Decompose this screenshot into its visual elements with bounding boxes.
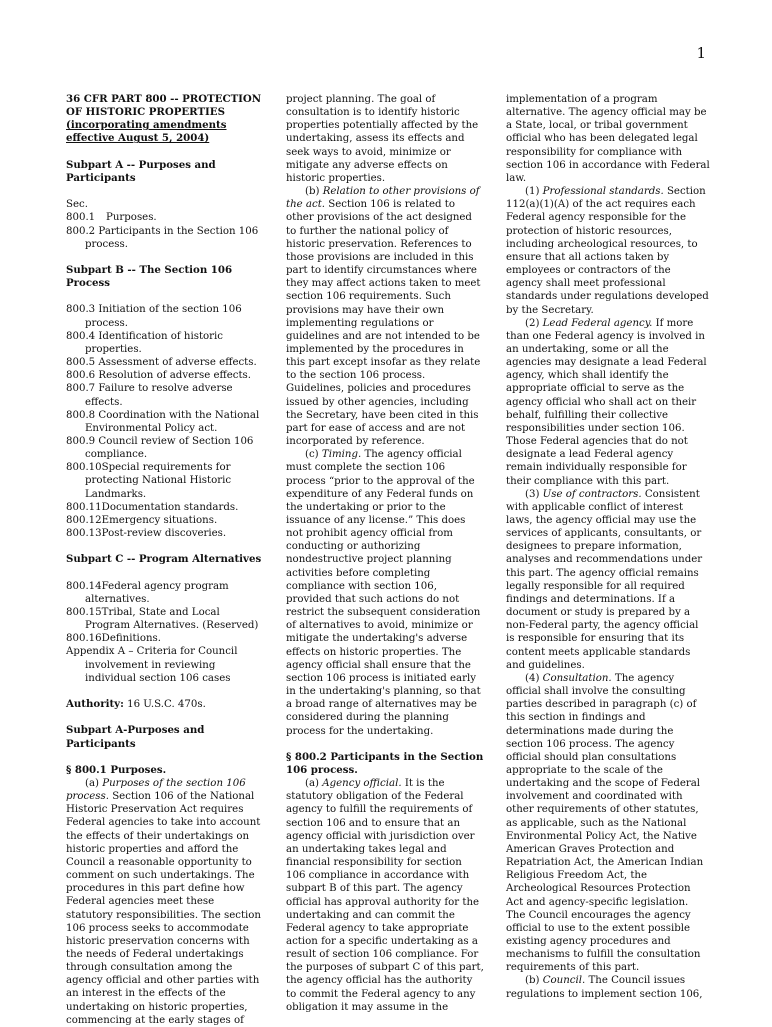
toc-item: 800.8 Coordination with the National Environmental Policy act. [66, 409, 260, 434]
section-800-2-a3: (3) Use of contractors. Consistent with applicable conflict of interest laws, the agency official may use the services of applicants, consultants, or designees to prepare information, analyses and recommendations under this part. The agency official remains legally responsible for all required findings and determinations. If a document or study is prepared by a non-Federal party, the agency official is responsible for ensuring that its content meets applicable standards and guidelines. [506, 488, 703, 671]
toc-item: 800.11Documentation standards. [66, 501, 239, 513]
section-800-2-b: (b) Council. The Council issues regulations to implement section 106, [506, 975, 703, 1000]
subpart-c-items [66, 580, 264, 646]
toc-item: 800.6 Resolution of adverse effects. [66, 370, 252, 382]
toc-item: 800.9 Council review of Section 106 compliance. [66, 436, 254, 461]
toc-item: 800.16Definitions. [66, 633, 161, 645]
subpart-c-heading: Subpart C -- Program Alternatives [66, 553, 262, 566]
page-number: 1 [696, 44, 706, 62]
document-title [66, 93, 264, 146]
section-800-2-a-cont: implementation of a program alternative. The agency official may be a State, local, or tribal government official who has been delegated legal responsibility for compliance with section 106 in accordance with Federal law. [506, 94, 710, 184]
toc-item: 800.4 Identification of historic properties. [66, 330, 224, 355]
toc-item: 800.13Post-review discoveries. [66, 528, 227, 540]
appendix-a: Appendix A – Criteria for Council involvement in reviewing individual section 106 cases [66, 646, 238, 684]
section-800-2-a4: (4) Consultation. The agency official shall involve the consulting parties described in paragraph (c) of this section in findings and determinations made during the section 106 process. The agency official should plan consultations appropriate to the scale of the undertaking and the scope of Federal involvement and coordinated with other requirements of other statutes, as applicable, such as the National Environmental Policy Act, the Native American Graves Protection and Repatriation Act, the American Indian Religious Freedom Act, the Archeological Resources Protection Act and agency-specific legislation. The Council encourages the agency official to use to the extent possible existing agency procedures and mechanisms to fulfill the consultation requirements of this part. [506, 672, 704, 974]
column-2 [286, 93, 484, 1014]
column-1 [66, 93, 264, 1027]
toc-item: 800.2 Participants in the Section 106 process. [66, 225, 259, 250]
sec-label: Sec. [66, 199, 88, 211]
title-main: 36 CFR PART 800 -- PROTECTION OF HISTORIC PROPERTIES [66, 93, 262, 119]
subpart-a-body-heading: Subpart A-Purposes and Participants [66, 724, 205, 750]
toc-item: 800.7 Failure to resolve adverse effects. [66, 383, 233, 408]
toc-item: 800.15Tribal, State and Local Program Alternatives. (Reserved) [66, 607, 259, 632]
section-800-1-b: (b) Relation to other provisions of the act. Section 106 is related to other provisions of the act designed to further the national policy of historic preservation. References to those provisions are included in this part to identify circumstances where they may affect actions taken to meet section 106 requirements. Such provisions may have their own implementing regulations or guidelines and are not intended to be implemented by the procedures in this part except insofar as they relate to the section 106 process. Guidelines, policies and procedures issued by other agencies, including the Secretary, have been cited in this part for ease of access and are not incorporated by reference. [286, 186, 481, 448]
section-800-2-a1: (1) Professional standards. Section 112(a)(1)(A) of the act requires each Federal agency responsible for the protection of historic resources, including archeological resources, to ensure that all actions taken by employees or contractors of the agency shall meet professional standards under regulations developed by the Secretary. [506, 186, 709, 316]
toc-item: 800.3 Initiation of the section 106 process. [66, 304, 242, 329]
subpart-a-heading: Subpart A -- Purposes and Participants [66, 158, 216, 184]
toc-item: 800.10Special requirements for protecting National Historic Landmarks. [66, 462, 232, 500]
toc-item: 800.12Emergency situations. [66, 514, 218, 526]
subpart-a-toc [66, 211, 264, 250]
authority: Authority: 16 U.S.C. 470s. [66, 698, 206, 711]
toc-item: 800.5 Assessment of adverse effects. [66, 357, 257, 369]
column-3 [506, 93, 710, 1001]
section-800-2-heading: § 800.2 Participants in the Section 106 process. [286, 750, 484, 776]
section-800-1-c: (c) Timing. The agency official must complete the section 106 process “prior to the approval of the expenditure of any Federal funds on the undertaking or prior to the issuance of any license.” This does not prohibit agency official from conducting or authorizing nondestructive project planning activities before completing compliance with section 106, provided that such actions do not restrict the subsequent consideration of alternatives to avoid, minimize or mitigate the undertaking's adverse effects on historic properties. The agency official shall ensure that the section 106 process is initiated early in the undertaking's planning, so that a broad range of alternatives may be considered during the planning process for the undertaking. [286, 449, 481, 737]
subpart-b-items [66, 303, 264, 540]
toc-item: 800.14Federal agency program alternatives. [66, 580, 229, 605]
section-800-1-heading: § 800.1 Purposes. [66, 763, 167, 776]
toc-item: 800.1 Purposes. [66, 212, 157, 224]
section-800-2-a: (a) Agency official. It is the statutory obligation of the Federal agency to fulfill the requirements of section 106 and to ensure that an agency official with jurisdiction over an undertaking takes legal and financial responsibility for section 106 compliance in accordance with subpart B of this part. The agency official has approval authority for the undertaking and can commit the Federal agency to take appropriate action for a specific undertaking as a result of section 106 compliance. For the purposes of subpart C of this part, the agency official has the authority to commit the Federal agency to any obligation it may assume in the [286, 778, 484, 1013]
title-note: (incorporating amendments effective August 5, 2004) [66, 119, 227, 145]
section-800-2-a2: (2) Lead Federal agency. If more than one Federal agency is involved in an undertaking, some or all the agencies may designate a lead Federal agency, which shall identify the appropriate official to serve as the agency official who shall act on their behalf, fulfilling their collective responsibilities under section 106. Those Federal agencies that do not designate a lead Federal agency remain individually responsible for their compliance with this part. [506, 317, 707, 487]
section-800-1-a-cont: project planning. The goal of consultation is to identify historic properties potentially affected by the undertaking, assess its effects and seek ways to avoid, minimize or mitigate any adverse effects on historic properties. [286, 94, 479, 184]
section-800-1-a: (a) Purposes of the section 106 process. Section 106 of the National Historic Preservation Act requires Federal agencies to take into account the effects of their undertakings on historic properties and afford the Council a reasonable opportunity to comment on such undertakings. The procedures in this part define how Federal agencies meet these statutory responsibilities. The section 106 process seeks to accommodate historic preservation concerns with the needs of Federal undertakings through consultation among the agency official and other parties with an interest in the effects of the undertaking on historic properties, commencing at the early stages of [66, 777, 261, 1026]
subpart-b-heading: Subpart B -- The Section 106 Process [66, 263, 233, 290]
